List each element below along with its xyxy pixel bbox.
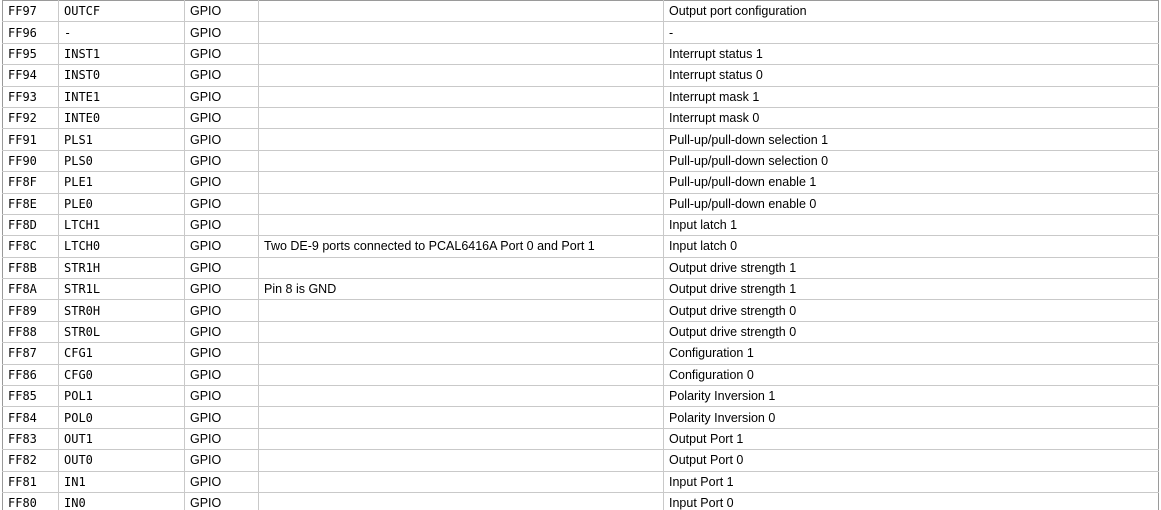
register-name-cell: INST1 — [59, 43, 185, 64]
register-note-cell — [259, 364, 664, 385]
register-name-cell: OUTCF — [59, 1, 185, 22]
register-type-cell: GPIO — [185, 471, 259, 492]
table-row[interactable] — [3, 65, 1159, 86]
register-description-cell: Output drive strength 1 — [664, 257, 1159, 278]
register-note-cell — [259, 86, 664, 107]
register-type-cell: GPIO — [185, 279, 259, 300]
register-type-cell: GPIO — [185, 343, 259, 364]
table-row[interactable] — [3, 450, 1159, 471]
register-address-cell: FF89 — [3, 300, 59, 321]
register-description-cell: Output port configuration — [664, 1, 1159, 22]
table-row[interactable] — [3, 214, 1159, 235]
register-address-cell: FF82 — [3, 450, 59, 471]
register-name-cell: STR1L — [59, 279, 185, 300]
register-type-cell: GPIO — [185, 1, 259, 22]
register-type-cell: GPIO — [185, 150, 259, 171]
register-name-cell: POL0 — [59, 407, 185, 428]
table-row[interactable] — [3, 129, 1159, 150]
register-address-cell: FF8D — [3, 214, 59, 235]
register-address-cell: FF85 — [3, 386, 59, 407]
register-name-cell: PLE1 — [59, 172, 185, 193]
register-description-cell: Interrupt mask 1 — [664, 86, 1159, 107]
register-description-cell: Output drive strength 0 — [664, 321, 1159, 342]
register-name-cell: STR1H — [59, 257, 185, 278]
table-row[interactable] — [3, 43, 1159, 64]
register-name-cell: CFG0 — [59, 364, 185, 385]
register-note-cell — [259, 471, 664, 492]
register-name-cell: INTE0 — [59, 107, 185, 128]
register-note-cell — [259, 343, 664, 364]
register-address-cell: FF8E — [3, 193, 59, 214]
register-name-cell: IN0 — [59, 492, 185, 510]
register-description-cell: Polarity Inversion 1 — [664, 386, 1159, 407]
register-note-cell — [259, 321, 664, 342]
register-description-cell: Pull-up/pull-down enable 0 — [664, 193, 1159, 214]
table-row[interactable] — [3, 364, 1159, 385]
register-description-cell: Pull-up/pull-down selection 0 — [664, 150, 1159, 171]
register-address-cell: FF8A — [3, 279, 59, 300]
register-name-cell: IN1 — [59, 471, 185, 492]
register-description-cell: Configuration 1 — [664, 343, 1159, 364]
register-description-cell: Interrupt mask 0 — [664, 107, 1159, 128]
register-type-cell: GPIO — [185, 129, 259, 150]
register-type-cell: GPIO — [185, 236, 259, 257]
register-description-cell: Interrupt status 0 — [664, 65, 1159, 86]
register-name-cell: INST0 — [59, 65, 185, 86]
register-address-cell: FF88 — [3, 321, 59, 342]
register-address-cell: FF91 — [3, 129, 59, 150]
register-note-cell: Two DE-9 ports connected to PCAL6416A Port 0 and Port 1 — [259, 236, 664, 257]
register-type-cell: GPIO — [185, 22, 259, 43]
register-note-cell — [259, 22, 664, 43]
register-description-cell: Pull-up/pull-down enable 1 — [664, 172, 1159, 193]
register-note-cell — [259, 407, 664, 428]
register-type-cell: GPIO — [185, 428, 259, 449]
register-address-cell: FF93 — [3, 86, 59, 107]
register-address-cell: FF87 — [3, 343, 59, 364]
table-row[interactable] — [3, 321, 1159, 342]
register-name-cell: PLS1 — [59, 129, 185, 150]
register-name-cell: POL1 — [59, 386, 185, 407]
table-row[interactable] — [3, 300, 1159, 321]
register-address-cell: FF95 — [3, 43, 59, 64]
register-description-cell: Output Port 1 — [664, 428, 1159, 449]
register-type-cell: GPIO — [185, 86, 259, 107]
register-address-cell: FF8C — [3, 236, 59, 257]
register-map-body — [3, 1, 1159, 510]
register-address-cell: FF84 — [3, 407, 59, 428]
register-name-cell: PLS0 — [59, 150, 185, 171]
register-address-cell: FF97 — [3, 1, 59, 22]
register-type-cell: GPIO — [185, 492, 259, 510]
register-address-cell: FF8B — [3, 257, 59, 278]
table-row[interactable] — [3, 107, 1159, 128]
register-name-cell: LTCH0 — [59, 236, 185, 257]
register-note-cell — [259, 257, 664, 278]
register-type-cell: GPIO — [185, 257, 259, 278]
register-name-cell: OUT1 — [59, 428, 185, 449]
register-type-cell: GPIO — [185, 193, 259, 214]
register-description-cell: Input Port 0 — [664, 492, 1159, 510]
register-note-cell — [259, 107, 664, 128]
register-address-cell: FF81 — [3, 471, 59, 492]
register-description-cell: Output drive strength 0 — [664, 300, 1159, 321]
register-note-cell — [259, 129, 664, 150]
register-name-cell: OUT0 — [59, 450, 185, 471]
register-name-cell: STR0L — [59, 321, 185, 342]
register-note-cell — [259, 492, 664, 510]
register-note-cell — [259, 65, 664, 86]
register-name-cell: PLE0 — [59, 193, 185, 214]
register-name-cell: - — [59, 22, 185, 43]
table-row[interactable] — [3, 386, 1159, 407]
register-address-cell: FF92 — [3, 107, 59, 128]
register-type-cell: GPIO — [185, 107, 259, 128]
register-description-cell: Polarity Inversion 0 — [664, 407, 1159, 428]
register-description-cell: Input latch 1 — [664, 214, 1159, 235]
register-note-cell — [259, 1, 664, 22]
table-row[interactable] — [3, 86, 1159, 107]
register-note-cell — [259, 43, 664, 64]
register-type-cell: GPIO — [185, 450, 259, 471]
register-address-cell: FF86 — [3, 364, 59, 385]
register-type-cell: GPIO — [185, 43, 259, 64]
table-row[interactable] — [3, 257, 1159, 278]
register-note-cell — [259, 214, 664, 235]
register-description-cell: Input Port 1 — [664, 471, 1159, 492]
register-note-cell: Pin 8 is GND — [259, 279, 664, 300]
register-name-cell: LTCH1 — [59, 214, 185, 235]
register-type-cell: GPIO — [185, 214, 259, 235]
register-description-cell: - — [664, 22, 1159, 43]
register-address-cell: FF8F — [3, 172, 59, 193]
table-row[interactable] — [3, 1, 1159, 22]
register-type-cell: GPIO — [185, 172, 259, 193]
register-name-cell: CFG1 — [59, 343, 185, 364]
table-row[interactable] — [3, 428, 1159, 449]
register-type-cell: GPIO — [185, 321, 259, 342]
register-type-cell: GPIO — [185, 407, 259, 428]
register-name-cell: INTE1 — [59, 86, 185, 107]
table-row[interactable] — [3, 492, 1159, 510]
register-address-cell: FF96 — [3, 22, 59, 43]
register-note-cell — [259, 150, 664, 171]
register-description-cell: Input latch 0 — [664, 236, 1159, 257]
table-row[interactable] — [3, 236, 1159, 257]
register-type-cell: GPIO — [185, 364, 259, 385]
table-row[interactable] — [3, 150, 1159, 171]
register-map-table — [2, 0, 1159, 510]
register-description-cell: Configuration 0 — [664, 364, 1159, 385]
register-note-cell — [259, 450, 664, 471]
table-row[interactable] — [3, 172, 1159, 193]
table-row[interactable] — [3, 193, 1159, 214]
register-note-cell — [259, 193, 664, 214]
register-address-cell: FF80 — [3, 492, 59, 510]
register-type-cell: GPIO — [185, 386, 259, 407]
register-note-cell — [259, 386, 664, 407]
register-type-cell: GPIO — [185, 300, 259, 321]
register-address-cell: FF94 — [3, 65, 59, 86]
register-description-cell: Interrupt status 1 — [664, 43, 1159, 64]
register-note-cell — [259, 172, 664, 193]
register-note-cell — [259, 428, 664, 449]
register-name-cell: STR0H — [59, 300, 185, 321]
register-note-cell — [259, 300, 664, 321]
register-address-cell: FF83 — [3, 428, 59, 449]
table-row[interactable] — [3, 279, 1159, 300]
register-description-cell: Output Port 0 — [664, 450, 1159, 471]
table-row[interactable] — [3, 407, 1159, 428]
table-row[interactable] — [3, 471, 1159, 492]
table-row[interactable] — [3, 22, 1159, 43]
register-description-cell: Output drive strength 1 — [664, 279, 1159, 300]
register-type-cell: GPIO — [185, 65, 259, 86]
table-row[interactable] — [3, 343, 1159, 364]
register-description-cell: Pull-up/pull-down selection 1 — [664, 129, 1159, 150]
register-address-cell: FF90 — [3, 150, 59, 171]
